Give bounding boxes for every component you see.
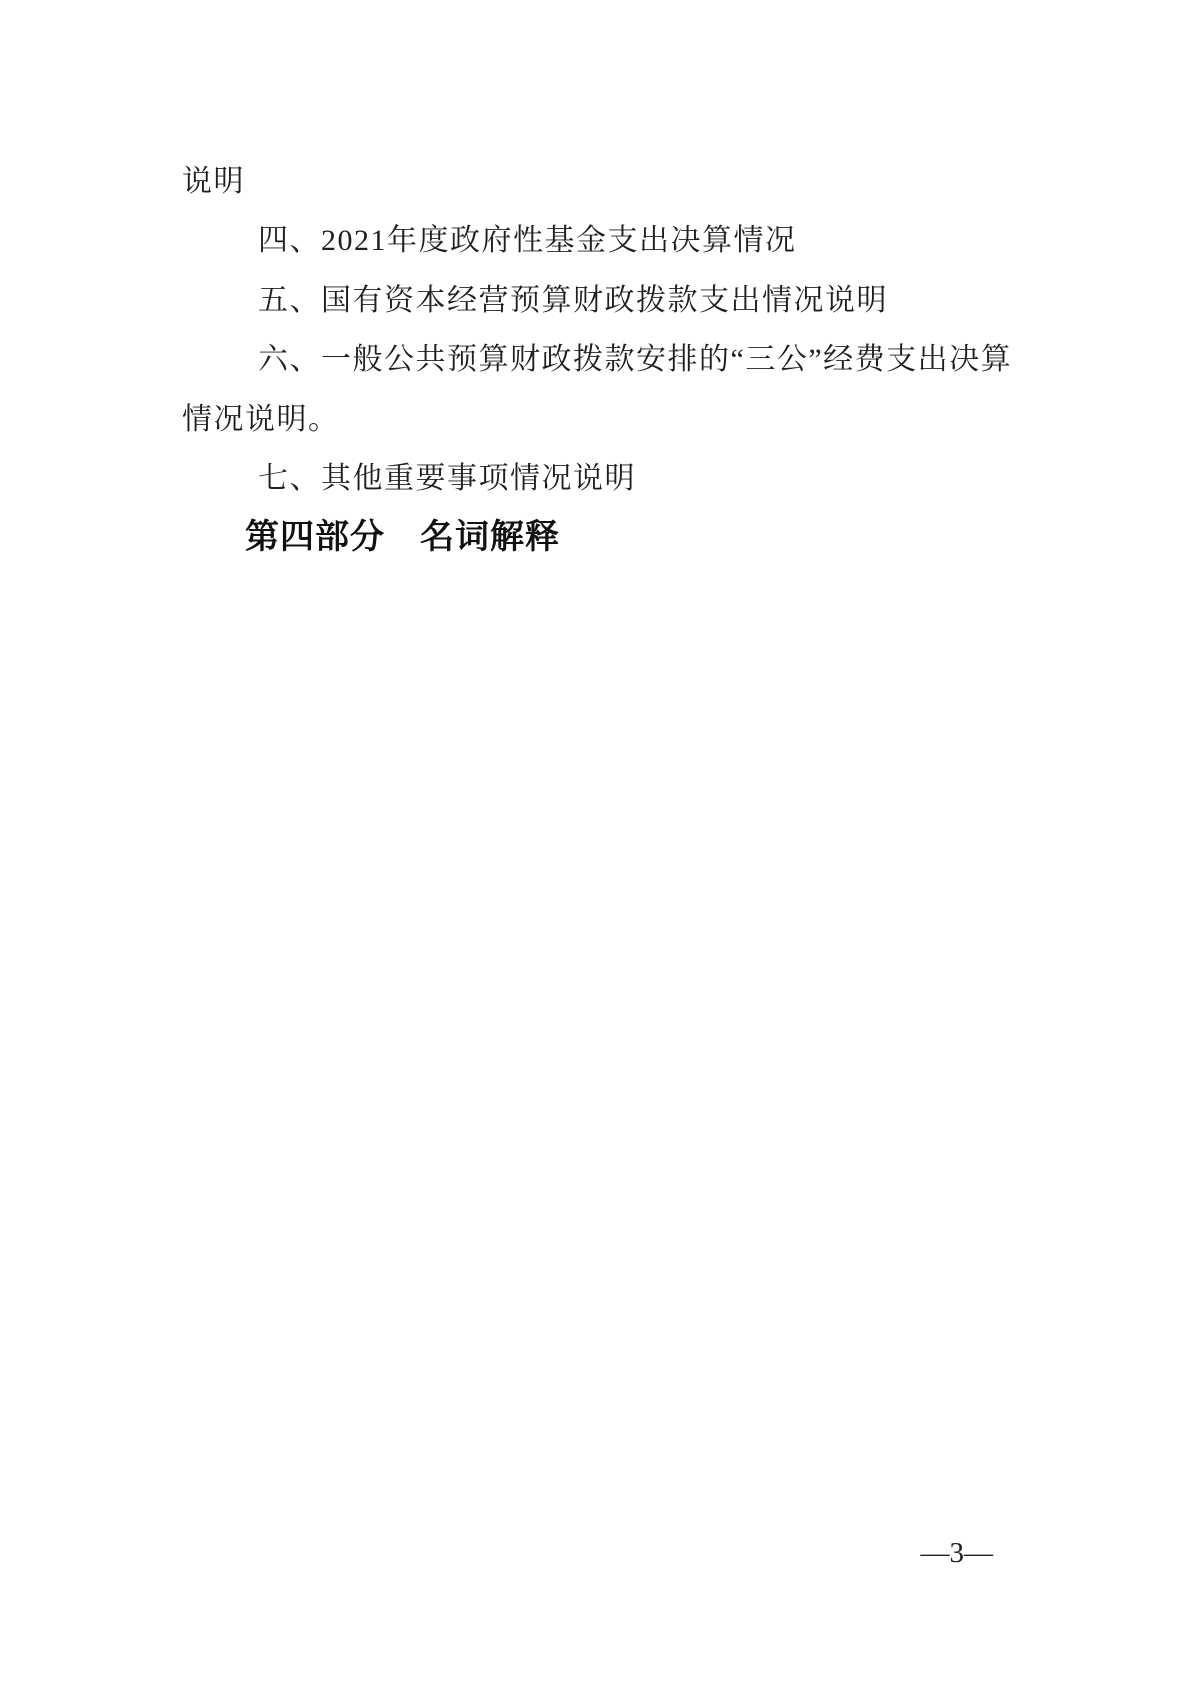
toc-item-6-line1: 六、一般公共预算财政拨款安排的“三公”经费支出决算: [258, 343, 1013, 377]
document-body: [182, 152, 1032, 568]
toc-item-6-line2: 情况说明。: [182, 402, 340, 436]
toc-item-5: 五、国有资本经营预算财政拨款支出情况说明: [258, 283, 888, 317]
paragraph-continuation: 说明: [182, 165, 245, 198]
page-number: —3—: [920, 1537, 993, 1569]
toc-item-4: 四、2021年度政府性基金支出决算情况: [258, 224, 797, 258]
section-heading: 第四部分 名词解释: [245, 518, 560, 557]
toc-item-7: 七、其他重要事项情况说明: [258, 461, 636, 495]
